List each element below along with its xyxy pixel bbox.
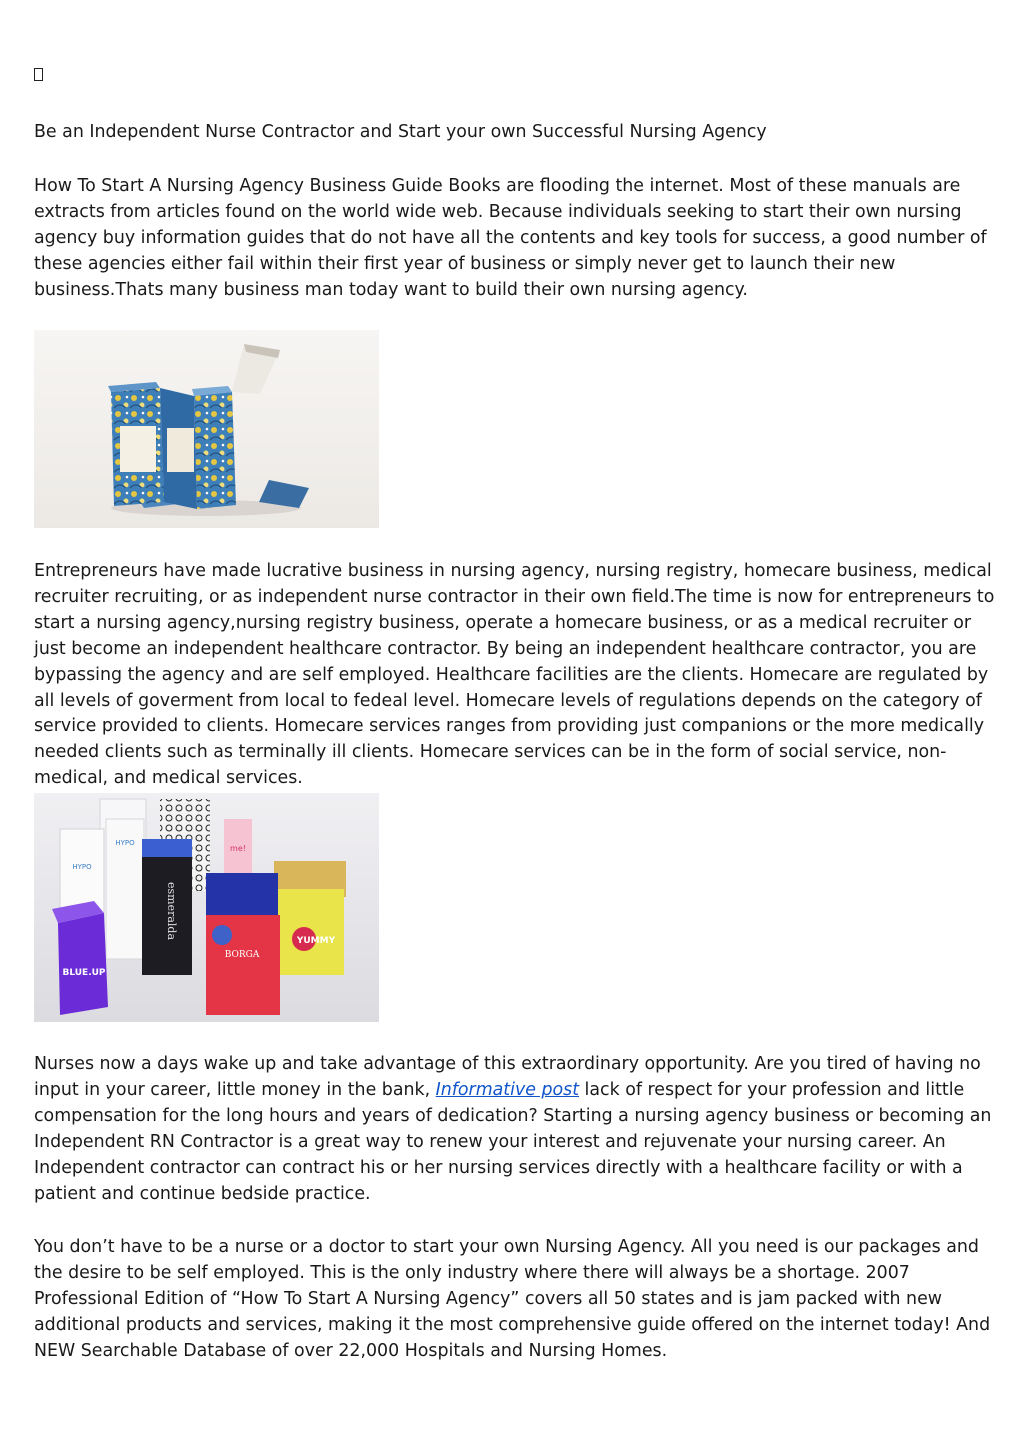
box-label: HYPO (115, 839, 135, 847)
paragraph-intro: How To Start A Nursing Agency Business Guide Books are flooding the internet. Most of these manuals are extracts from articles found on the world wide web. Because individuals seeking to start their own nursing agency buy information guides that do not have all the contents and key tools for success, a good number of these agencies either fail within their first year of business or simply never get to launch their new business.Thats many business man today want to build their own nursing agency. (34, 176, 987, 300)
box-label: YUMMY (296, 936, 336, 946)
paragraph-nurses (34, 1052, 996, 1207)
box-label: esmeralda (165, 881, 178, 941)
article-heading: Be an Independent Nurse Contractor and Start your own Successful Nursing Agency (34, 122, 767, 142)
informative-post-link[interactable]: Informative post (435, 1079, 580, 1100)
paragraph-entrepreneurs: Entrepreneurs have made lucrative business in nursing agency, nursing registry, homecare business, medical recruiter recruiting, or as independent nurse contractor in their own field.The time is now for entrepreneurs to start a nursing agency,nursing registry business, operate a homecare business, or as a medical recruiter or just become an independent healthcare contractor. By being an independent healthcare contractor, you are bypassing the agency and are self employed. Healthcare facilities are the clients. Homecare are regulated by all levels of goverment from local to fedeal level. Homecare levels of regulations depends on the category of service provided to clients. Homecare services ranges from providing just companions or the more medically needed clients such as terminally ill clients. Homecare services can be in the form of social service, non-medical, and medical services. (34, 561, 995, 789)
product-photo-colorful-boxes (34, 793, 379, 1022)
box-label: me! (230, 844, 246, 853)
box-label: HYPO (72, 863, 92, 871)
product-photo-blue-boxes (34, 330, 379, 528)
paragraph-nurses-after: lack of respect for your profession and little compensation for the long hours and years of dedication? Starting a nursing agency business or becoming an Independent RN Contractor is a great way to renew your interest and rejuvenate your nursing career. An Independent contractor can contract his or her nursing services directly with a healthcare facility or with a patient and continue bedside practice. (34, 1079, 992, 1204)
paragraph-no-need-nurse: You don’t have to be a nurse or a doctor to start your own Nursing Agency. All you need is our packages and the desire to be self employed. This is the only industry where there will always be a shortage. 2007 Professional Edition of “How To Start A Nursing Agency” covers all 50 states and is jam packed with new additional products and services, making it the most comprehensive guide offered on the internet today! And NEW Searchable Database of over 22,000 Hospitals and Nursing Homes. (34, 1237, 991, 1361)
box-label: BLUE.UP (62, 968, 106, 978)
missing-glyph-icon (34, 68, 43, 81)
box-label: BORGA (224, 950, 260, 960)
paragraph-nurses-before: Nurses now a days wake up and take advantage of this extraordinary opportunity. Are you tired of having no input in your career, little money in the bank, (34, 1054, 981, 1100)
